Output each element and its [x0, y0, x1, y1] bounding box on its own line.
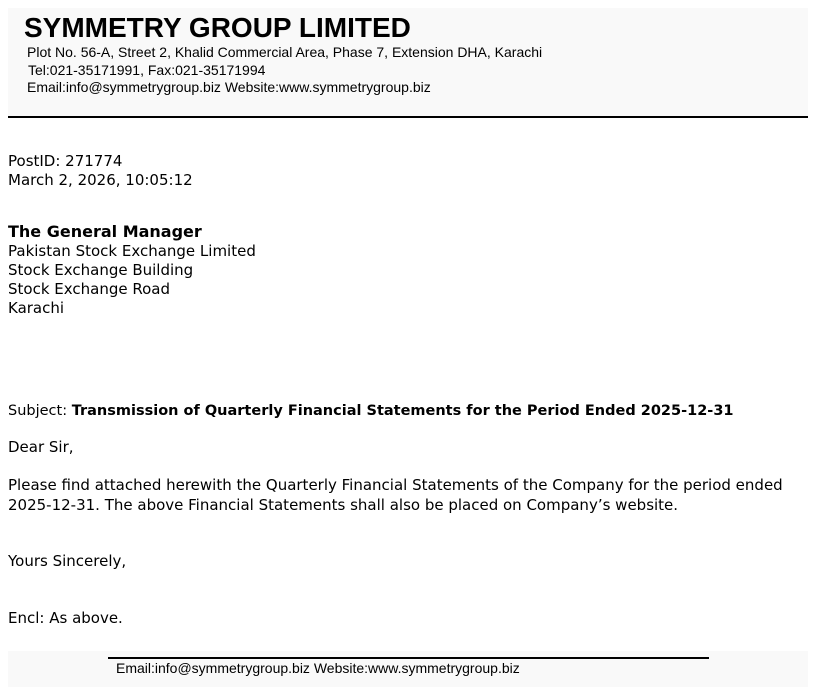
recipient-title: The General Manager [8, 222, 202, 241]
subject-line [8, 402, 734, 421]
company-email-website: Email:info@symmetrygroup.biz Website:www.symmetrygroup.biz [27, 79, 431, 95]
post-datetime: March 2, 2026, 10:05:12 [8, 171, 193, 189]
footer-email-website: Email:info@symmetrygroup.biz Website:www.symmetrygroup.biz [116, 660, 520, 676]
header-divider [8, 116, 808, 118]
company-phone-fax: Tel:021-35171991, Fax:021-35171994 [28, 62, 266, 78]
company-address: Plot No. 56-A, Street 2, Khalid Commercial Area, Phase 7, Extension DHA, Karachi [27, 44, 543, 60]
recipient-line: Pakistan Stock Exchange Limited [8, 242, 256, 260]
subject-label: Subject: [8, 403, 68, 419]
footer [8, 651, 808, 687]
recipient-line: Stock Exchange Building [8, 261, 194, 279]
post-id: PostID: 271774 [8, 152, 123, 170]
salutation: Dear Sir, [8, 438, 74, 456]
closing: Yours Sincerely, [8, 552, 127, 570]
letterhead [8, 8, 808, 116]
body-paragraph: Please find attached herewith the Quarterly Financial Statements of the Company for the period ended 2025-12-31. The above Financial Statements shall also be placed on Company’s website. [8, 476, 783, 514]
recipient-line: Karachi [8, 299, 65, 317]
recipient-line: Stock Exchange Road [8, 280, 170, 298]
subject-text: Transmission of Quarterly Financial Statements for the Period Ended 2025-12-31 [71, 403, 734, 419]
enclosure: Encl: As above. [8, 609, 123, 627]
company-name: SYMMETRY GROUP LIMITED [24, 12, 411, 43]
